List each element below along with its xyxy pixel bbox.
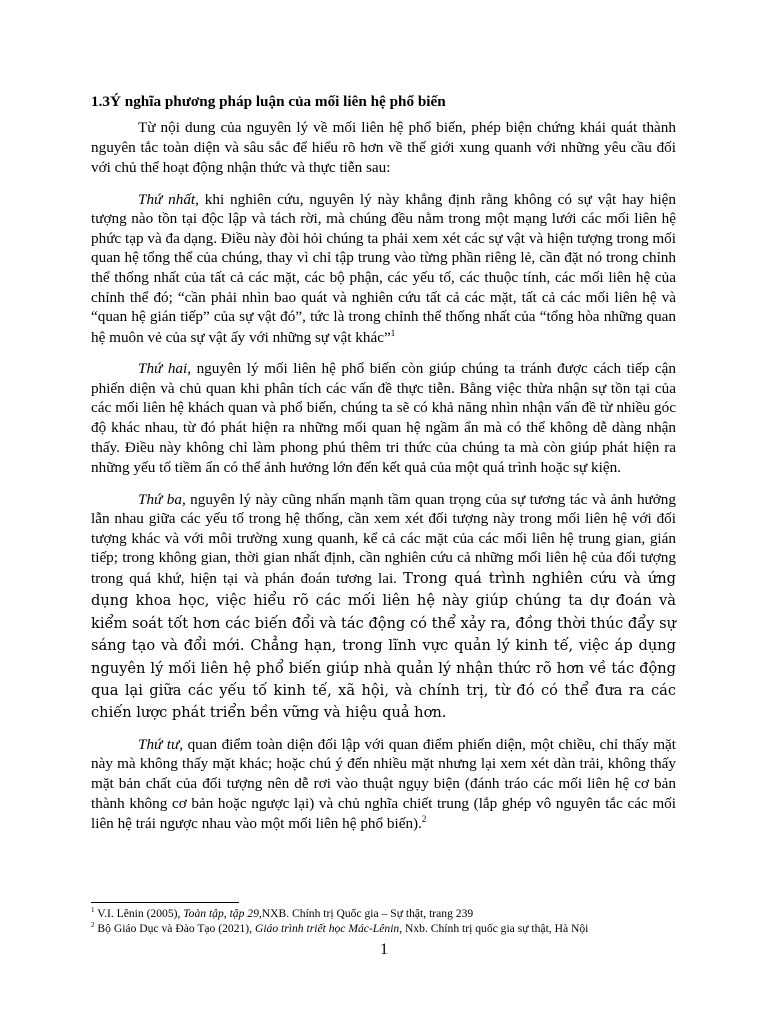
paragraph-text: Từ nội dung của nguyên lý về mối liên hệ phổ biến, phép biện chứng khái quát thành nguyên tắc toàn diện và sâu sắc để hiểu rõ hơn về thế giới xung quanh với những yêu cầu đối với chủ thể hoạt động nhận thức và thực tiễn sau: — [91, 119, 676, 177]
page-number: 1 — [380, 941, 388, 958]
footnote-ref: 2 — [421, 814, 427, 825]
footnote-text: , Nxb. Chính trị quốc gia sự thật, Hà Nội — [399, 922, 589, 935]
paragraph-text: quan điểm toàn diện đối lập với quan điểm phiến diện, một chiều, chỉ thấy mặt này mà không thấy mặt khác; hoặc chú ý đến nhiều mặt nhưng lại xem xét dàn trải, không thấy mặt bản chất của đối tượng nên dễ rơi vào thuật ngụy biện (đánh tráo các mối liên hệ cơ bản thành không cơ bản hoặc ngược lại) và chủ nghĩa chiết trung (lắp ghép vô nguyên tắc các mối liên hệ trái ngược nhau vào một mối liên hệ phổ biến). — [91, 735, 677, 833]
footnote-ref: 1 — [390, 327, 396, 338]
paragraph-fourth — [91, 735, 676, 836]
footnote-text: ,NXB. Chính trị Quốc gia – Sự thật, trang 239 — [258, 907, 474, 920]
footnote-marker: 1 — [91, 906, 95, 915]
paragraph-first — [91, 190, 676, 350]
footnote-1 — [91, 906, 691, 921]
footnote-text: Bộ Giáo Dục và Đào Tạo (2021), — [94, 922, 255, 935]
footnote-text: V.I. Lênin (2005), — [94, 907, 184, 920]
footnotes — [91, 906, 691, 936]
paragraph-tail: Trong quá trình nghiên cứu và ứng dụng khoa học, việc hiểu rõ các mối liên hệ này giúp chúng ta dự đoán và kiểm soát tốt hơn các biến đổi và tác động có thể xảy ra, đồng thời thúc đẩy sự sáng tạo và đổi mới. Chẳng hạn, trong lĩnh vực quản lý kinh tế, việc áp dụng nguyên lý mối liên hệ phổ biến giúp nhà quản lý nhận thức rõ hơn về tác động qua lại giữa các yếu tố kinh tế, xã hội, và chính trị, từ đó có thể đưa ra các chiến lược phát triển bền vững và hiệu quả hơn. — [91, 569, 676, 722]
section-heading: 1.3Ý nghĩa phương pháp luận của mối liên hệ phổ biến — [91, 93, 446, 110]
footnote-2 — [91, 921, 691, 936]
document-body — [91, 92, 676, 846]
paragraph-intro — [91, 118, 676, 180]
paragraph-lead: Thứ ba — [138, 490, 182, 508]
paragraph-third — [91, 490, 676, 725]
paragraph-text: , nguyên lý mối liên hệ phổ biến còn giúp chúng ta tránh được cách tiếp cận phiến diện và chủ quan khi phân tích các vấn đề thực tiễn. Bằng việc thừa nhận sự tồn tại của các mối liên hệ khách quan và phổ biến, chúng ta sẽ có khả năng nhìn nhận vấn đề từ nhiều góc độ khác nhau, từ đó phát hiện ra những mối quan hệ ngầm ẩn mà có thể không dễ dàng nhận thấy. Điều này không chỉ làm phong phú thêm tri thức của chúng ta mà còn giúp phát hiện ra những yếu tố tiềm ẩn có thể ảnh hưởng lớn đến kết quả của một quá trình hoặc sự kiện. — [91, 360, 676, 477]
paragraph-second — [91, 359, 676, 479]
footnote-marker: 2 — [91, 921, 95, 930]
paragraph-text: , nguyên lý này cũng nhấn mạnh tầm quan trọng của sự tương tác và ảnh hưởng lẫn nhau giữa các yếu tố trong hệ thống, cần xem xét đối tượng này trong mối liên hệ với đối tượng khác và với môi trường xung quanh, kể cả các mặt của các mối liên hệ trung gian, gián tiếp; trong không gian, thời gian nhất định, cần nghiên cứu cả những mối liên hệ của đối tượng trong quá khứ, hiện tại và phán đoán tương lai. — [91, 490, 676, 587]
footnote-title: Toàn tập, tập 29 — [183, 907, 259, 920]
footnote-separator — [91, 902, 239, 903]
paragraph-lead: Thứ tư, — [138, 735, 184, 753]
paragraph-lead: Thứ nhất, — [138, 190, 199, 208]
footnote-title: Giáo trình triết học Mác-Lênin — [254, 922, 400, 935]
paragraph-lead: Thứ hai — [138, 360, 188, 378]
paragraph-text: khi nghiên cứu, nguyên lý này khẳng định rằng không có sự vật hay hiện tượng nào tồn tại độc lập và tách rời, mà chúng đều nằm trong một mạng lưới các mối liên hệ phức tạp và đa dạng. Điều này đòi hỏi chúng ta phải xem xét các sự vật và hiện tượng trong mối quan hệ tổng thể của chúng, thay vì chỉ tập trung vào từng phần riêng lẻ, cần đặt nó trong chỉnh thể thống nhất của tất cả các mặt, các bộ phận, các yếu tố, các thuộc tính, các mối liên hệ của chỉnh thể đó; “cần phải nhìn bao quát và nghiên cứu tất cả các mặt, tất cả các mối liên hệ và “quan hệ gián tiếp” của sự vật đó”, tức là trong chỉnh thể thống nhất của “tổng hòa những quan hệ muôn vẻ của sự vật ấy với những sự vật khác” — [91, 190, 676, 346]
